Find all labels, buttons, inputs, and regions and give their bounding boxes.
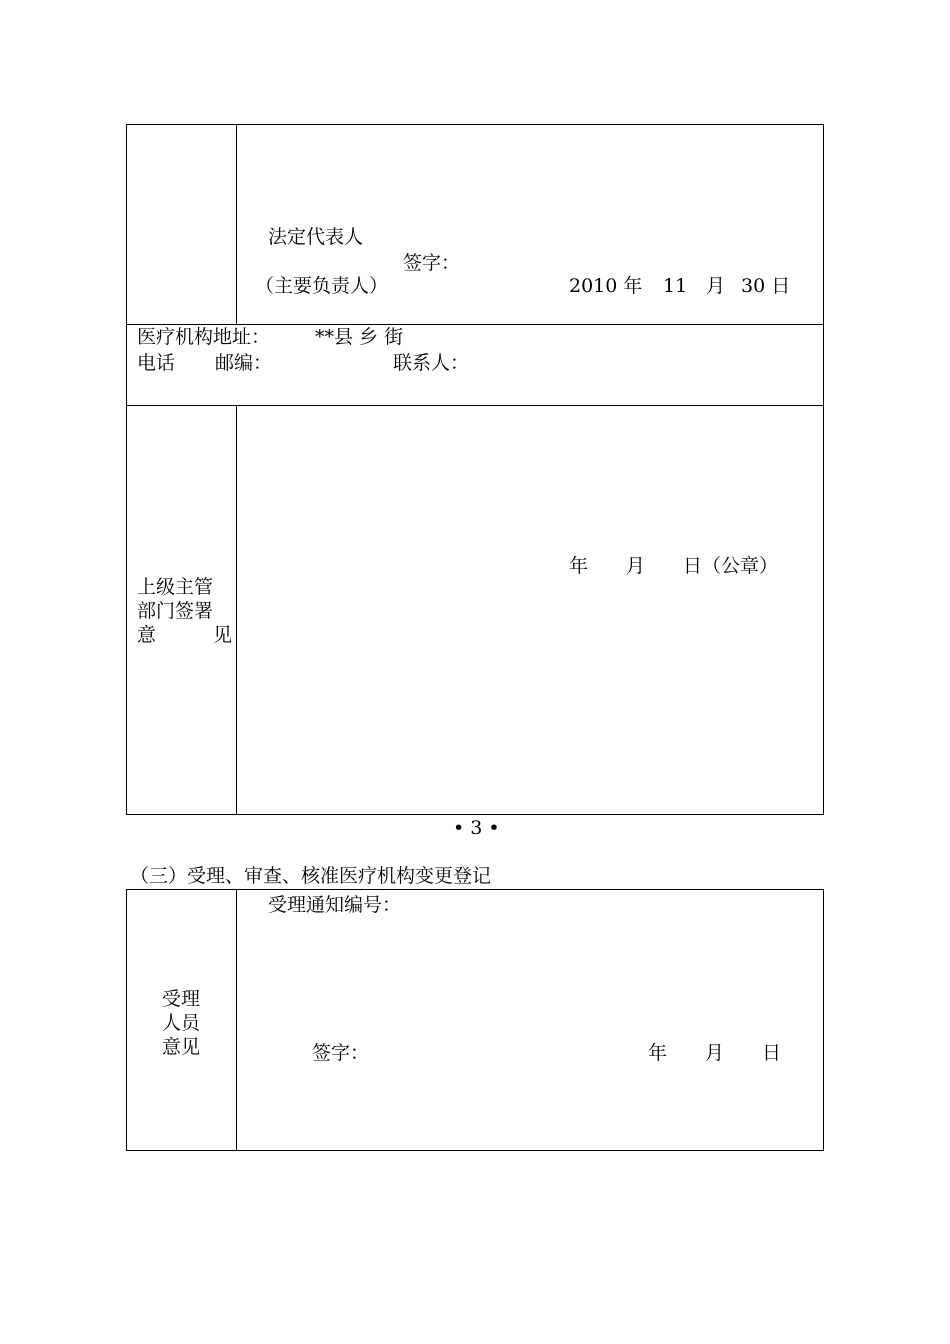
upper-table-col-divider-bottom bbox=[236, 405, 237, 815]
address-value: **县 乡 街 bbox=[315, 326, 404, 348]
supervisor-opinion-label bbox=[137, 575, 232, 647]
acceptance-table-col-divider bbox=[236, 889, 237, 1151]
page-number: • 3 • bbox=[453, 817, 500, 839]
acceptance-signature-label: 签字： bbox=[312, 1042, 370, 1064]
supervisor-label-line1: 上级主管 bbox=[137, 576, 214, 598]
date-year: 2010 年 bbox=[569, 275, 643, 297]
signature-label: 签字： bbox=[403, 252, 461, 274]
date-day: 30 日 bbox=[741, 275, 791, 297]
acceptance-label-line1: 受理 bbox=[162, 988, 201, 1010]
acceptance-label-line2: 人员 bbox=[162, 1012, 201, 1034]
upper-table bbox=[126, 124, 824, 815]
acceptance-date: 年 月 日 bbox=[648, 1042, 782, 1064]
upper-table-row-divider-1 bbox=[126, 324, 824, 325]
upper-table-col-divider-top bbox=[236, 124, 237, 325]
phone-label: 电话 bbox=[137, 352, 176, 374]
acceptance-label-line3: 意见 bbox=[162, 1036, 201, 1058]
postcode-label: 邮编： bbox=[215, 352, 273, 374]
address-label: 医疗机构地址： bbox=[137, 326, 271, 348]
notice-number-label: 受理通知编号： bbox=[268, 894, 402, 916]
supervisor-label-line2: 部门签署 bbox=[137, 600, 214, 622]
supervisor-date-stamp: 年 月 日（公章） bbox=[569, 555, 779, 577]
legal-representative-label: 法定代表人 bbox=[268, 226, 364, 248]
supervisor-label-line3: 意 见 bbox=[137, 624, 233, 646]
section3-title: （三）受理、审查、核准医疗机构变更登记 bbox=[130, 865, 492, 887]
contact-label: 联系人： bbox=[393, 352, 470, 374]
principal-label: （主要负责人） bbox=[255, 275, 389, 297]
acceptance-opinion-label bbox=[162, 987, 200, 1059]
date-month: 11 月 bbox=[663, 275, 726, 297]
upper-table-row-divider-2 bbox=[126, 405, 824, 406]
acceptance-table bbox=[126, 889, 824, 1151]
